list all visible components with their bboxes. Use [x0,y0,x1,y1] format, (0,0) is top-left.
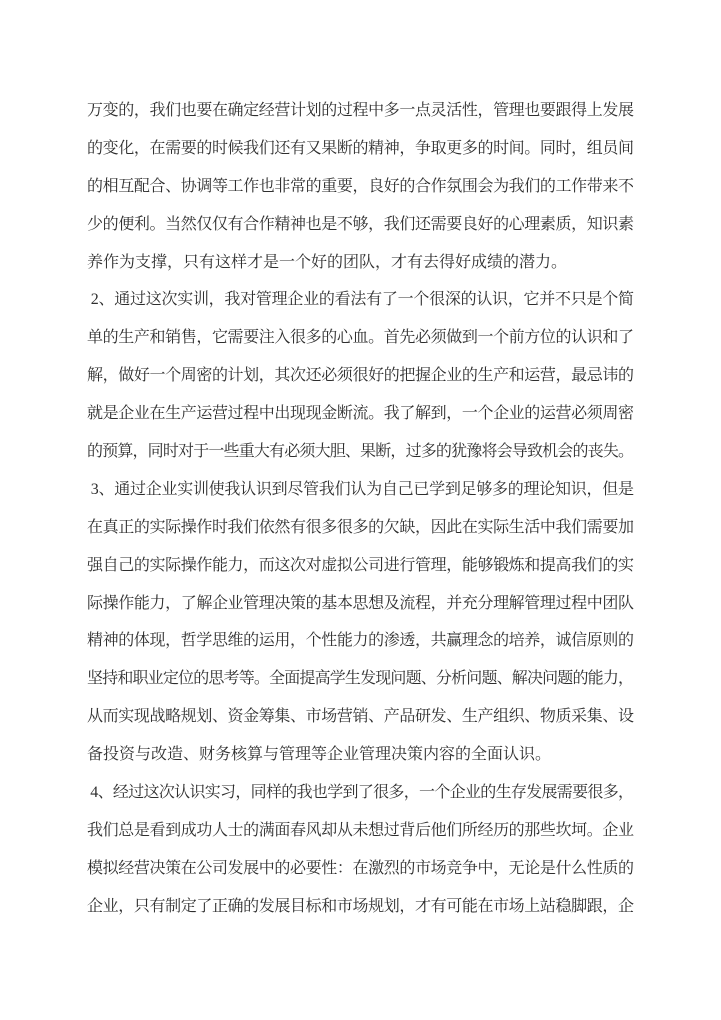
text-line: 的相互配合、协调等工作也非常的重要，良好的合作氛围会为我们的工作带来不 [87,177,634,195]
text-line: 坚持和职业定位的思考等。全面提高学生发现问题、分析问题、解决问题的能力， [87,670,634,688]
text-line: 解，做好一个周密的计划，其次还必须很好的把握企业的生产和运营，最忌讳的 [87,367,634,385]
text-line: 就是企业在生产运营过程中出现现金断流。我了解到，一个企业的运营必须周密 [87,405,634,423]
text-line: 际操作能力，了解企业管理决策的基本思想及流程，并充分理解管理过程中团队 [87,594,634,612]
text-line: 我们总是看到成功人士的满面春风却从未想过背后他们所经历的那些坎坷。企业 [87,821,634,839]
text-line: 企业，只有制定了正确的发展目标和市场规划，才有可能在市场上站稳脚跟，企 [87,897,634,915]
text-line: 精神的体现，哲学思维的运用，个性能力的渗透，共赢理念的培养，诚信原则的 [87,632,634,650]
text-line: 强自己的实际操作能力，而这次对虚拟公司进行管理，能够锻炼和提高我们的实 [87,556,634,574]
text-line: 3、通过企业实训使我认识到尽管我们认为自己已学到足够多的理论知识，但是 [87,480,634,498]
paragraph [87,281,634,470]
text-line: 从而实现战略规划、资金筹集、市场营销、产品研发、生产组织、物质采集、设 [87,708,634,726]
text-line: 模拟经营决策在公司发展中的必要性：在激烈的市场竞争中，无论是什么性质的 [87,859,634,877]
text-line: 养作为支撑，只有这样才是一个好的团队，才有去得好成绩的潜力。 [87,253,568,271]
text-line: 在真正的实际操作时我们依然有很多很多的欠缺，因此在实际生活中我们需要加 [87,518,634,536]
document-text-block [87,92,634,926]
paragraph [87,471,634,774]
text-line: 4、经过这次认识实习，同样的我也学到了很多，一个企业的生存发展需要很多， [87,784,634,802]
text-line: 2、通过这次实训，我对管理企业的看法有了一个很深的认识，它并不只是个简 [87,291,634,309]
text-line: 备投资与改造、财务核算与管理等企业管理决策内容的全面认识。 [87,746,552,764]
text-line: 单的生产和销售，它需要注入很多的心血。首先必须做到一个前方位的认识和了 [87,329,634,347]
paragraph [87,92,634,281]
text-line: 万变的，我们也要在确定经营计划的过程中多一点灵活性，管理也要跟得上发展 [87,102,634,119]
paragraph [87,774,634,926]
text-line: 的预算，同时对于一些重大有必须大胆、果断，过多的犹豫将会导致机会的丧失。 [87,443,634,461]
text-line: 少的便利。当然仅仅有合作精神也是不够，我们还需要良好的心理素质，知识素 [87,215,634,233]
text-line: 的变化，在需要的时候我们还有又果断的精神，争取更多的时间。同时，组员间 [87,139,634,157]
